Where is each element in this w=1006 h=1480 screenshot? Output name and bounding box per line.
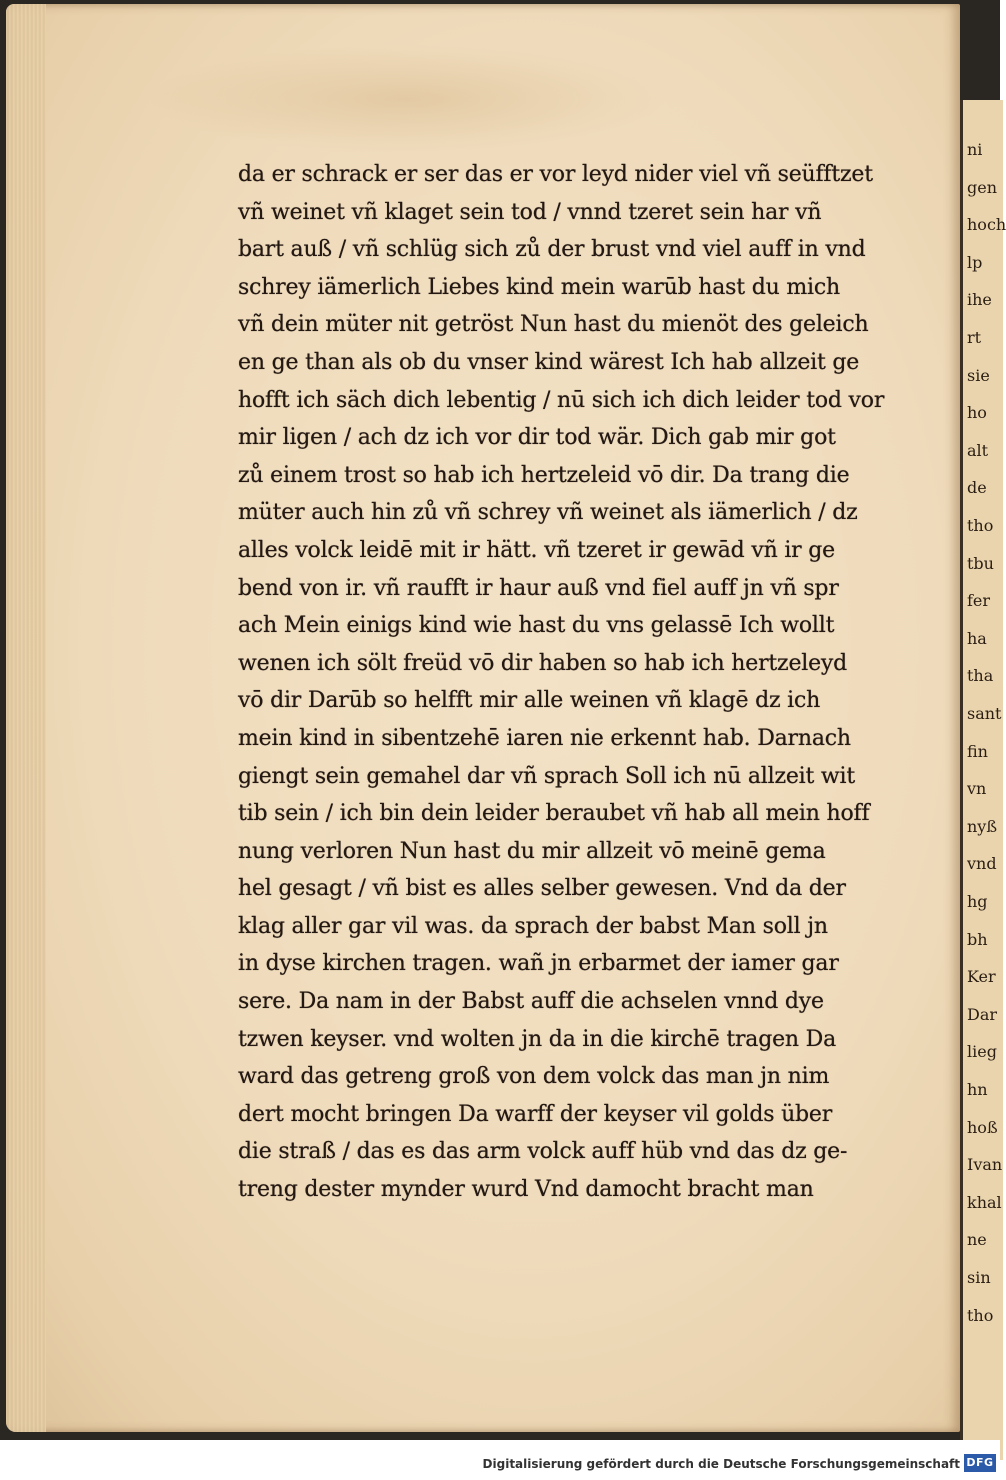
facing-page-text-fragment: Ker bbox=[967, 967, 996, 987]
text-line: ward das getreng groß von dem volck das man jn nim bbox=[238, 1064, 830, 1090]
facing-page-text-fragment: alt bbox=[967, 440, 989, 460]
facing-page-text-fragment: gen bbox=[967, 177, 998, 197]
text-line: giengt sein gemahel dar vñ sprach Soll ich nū allzeit wit bbox=[238, 763, 856, 789]
facing-page-fragment bbox=[960, 100, 1006, 1460]
text-line: en ge than als ob du vnser kind wärest Ich hab allzeit ge bbox=[238, 349, 860, 375]
text-line: nung verloren Nun hast du mir allzeit vō meinē gema bbox=[238, 838, 826, 864]
facing-page-text-fragment: hn bbox=[967, 1080, 988, 1099]
text-line: mir ligen / ach dz ich vor dir tod wär. Dich gab mir got bbox=[238, 425, 836, 451]
digitization-credit: Digitalisierung gefördert durch die Deutsche Forschungsgemeinschaft bbox=[482, 1457, 960, 1471]
facing-page-text-fragment: hoß bbox=[967, 1117, 998, 1137]
text-line: zů einem trost so hab ich hertzeleid vō dir. Da trang die bbox=[238, 462, 850, 488]
facing-page-text-fragment: khal bbox=[967, 1192, 1002, 1212]
facing-page-text-fragment: de bbox=[967, 478, 987, 498]
facing-page-text-fragment: tho bbox=[967, 516, 994, 535]
facing-page-text-fragment: fin bbox=[967, 741, 988, 761]
text-line: treng dester mynder wurd Vnd damocht bracht man bbox=[238, 1177, 814, 1203]
page-edges bbox=[6, 4, 46, 1432]
text-line: bart auß / vñ schlüg sich zů der brust vnd viel auff in vnd bbox=[238, 237, 866, 263]
facing-page-text-fragment: sant bbox=[967, 704, 1002, 723]
facing-page-text-fragment: ihe bbox=[967, 290, 992, 310]
paper-stain bbox=[146, 44, 666, 154]
facing-page-text-fragment: tha bbox=[967, 666, 994, 686]
facing-page-text-fragment: Ivan bbox=[967, 1155, 1003, 1175]
text-line: hel gesagt / vñ bist es alles selber gewesen. Vnd da der bbox=[238, 876, 846, 902]
facing-page-text-fragment: hg bbox=[967, 892, 988, 911]
facing-page-text-fragment: sin bbox=[967, 1268, 991, 1287]
blackletter-text-block bbox=[238, 156, 906, 1209]
text-line: klag aller gar vil was. da sprach der babst Man soll jn bbox=[238, 913, 828, 939]
facing-page-text-fragment: tho bbox=[967, 1305, 994, 1325]
dfg-logo: DFG bbox=[964, 1454, 996, 1472]
facing-page-text-fragment: bh bbox=[967, 929, 988, 949]
text-line: ach Mein einigs kind wie hast du vns gelassē Ich wollt bbox=[238, 613, 835, 639]
text-line: vō dir Darūb so helfft mir alle weinen vñ klagē dz ich bbox=[238, 688, 821, 714]
text-line: in dyse kirchen tragen. wañ jn erbarmet der iamer gar bbox=[238, 951, 839, 977]
text-line: die straß / das es das arm volck auff hüb vnd das dz ge- bbox=[238, 1139, 848, 1165]
facing-page-text-fragment: ha bbox=[967, 628, 987, 648]
text-line: mein kind in sibentzehē iaren nie erkennt hab. Darnach bbox=[238, 725, 851, 751]
text-line: alles volck leidē mit ir hätt. vñ tzeret ir gewād vñ ir ge bbox=[238, 537, 835, 563]
text-line: da er schrack er ser das er vor leyd nider viel vñ seüfftzet bbox=[238, 162, 873, 187]
text-line: müter auch hin zů vñ schrey vñ weinet als iämerlich / dz bbox=[238, 500, 858, 526]
text-line: vñ dein müter nit getröst Nun hast du mienöt des geleich bbox=[238, 312, 869, 338]
facing-page-text-fragment: ni bbox=[967, 140, 983, 159]
text-line: dert mocht bringen Da warff der keyser vil golds über bbox=[238, 1101, 833, 1127]
facing-page-text-fragment: sie bbox=[967, 365, 990, 385]
facing-page-text-fragment: hoch bbox=[967, 215, 1006, 235]
facing-page-text-fragment: vn bbox=[967, 779, 987, 799]
text-line: sere. Da nam in der Babst auff die achselen vnnd dye bbox=[238, 989, 824, 1015]
text-line: vñ weinet vñ klaget sein tod / vnnd tzeret sein har vñ bbox=[238, 199, 822, 225]
text-line: bend von ir. vñ raufft ir haur auß vnd fiel auff jn vñ spr bbox=[238, 575, 839, 601]
footer bbox=[0, 1440, 1000, 1480]
text-line: wenen ich sölt freüd vō dir haben so hab ich hertzeleyd bbox=[238, 650, 848, 676]
facing-page-text-fragment: lp bbox=[967, 252, 983, 272]
text-line: tzwen keyser. vnd wolten jn da in die kirchē tragen Da bbox=[238, 1026, 837, 1052]
facing-page-text-fragment: ho bbox=[967, 403, 987, 423]
facing-page-text-fragment: fer bbox=[967, 591, 991, 611]
book-page bbox=[6, 4, 960, 1432]
facing-page-text-fragment: nyß bbox=[967, 816, 998, 836]
facing-page-text-fragment: ne bbox=[967, 1230, 987, 1250]
facing-page-text-fragment: rt bbox=[967, 328, 982, 347]
facing-page-text-fragment: Dar bbox=[967, 1004, 998, 1024]
text-line: hofft ich säch dich lebentig / nū sich ich dich leider tod vor bbox=[238, 387, 885, 413]
facing-page-text-fragment: vnd bbox=[967, 854, 997, 874]
facing-page-text-fragment: tbu bbox=[967, 553, 994, 573]
text-line: schrey iämerlich Liebes kind mein warūb hast du mich bbox=[238, 274, 840, 300]
text-line: tib sein / ich bin dein leider beraubet vñ hab all mein hoff bbox=[238, 801, 870, 827]
facing-page-text-fragment: lieg bbox=[967, 1042, 997, 1062]
